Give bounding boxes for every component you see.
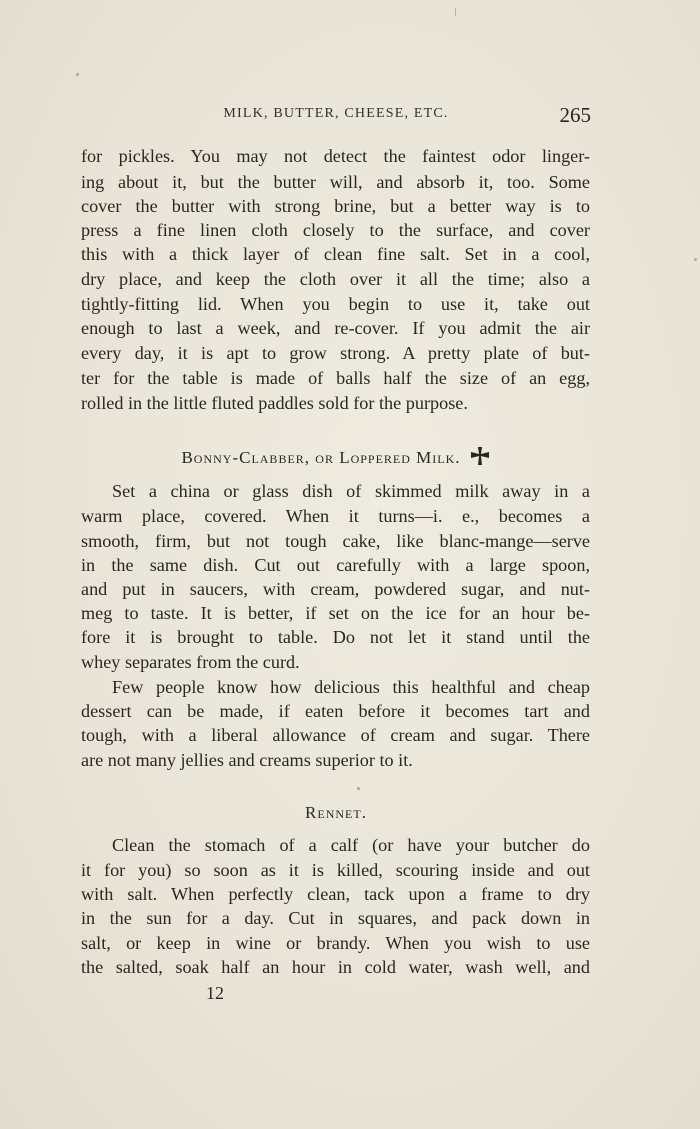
text-line: Clean the stomach of a calf (or have your butcher do [112, 835, 590, 855]
text-line: and put in saucers, with cream, powdered sugar, and nut- [81, 579, 590, 599]
text-line: this with a thick layer of clean fine salt. Set in a cool, [81, 244, 590, 264]
running-title: MILK, BUTTER, CHEESE, ETC. [223, 106, 449, 121]
paper-speck [455, 8, 456, 16]
text-line: ing about it, but the butter will, and absorb it, too. Some [81, 172, 590, 192]
text-line: salt, or keep in wine or brandy. When you wish to use [81, 933, 590, 953]
text-line: whey separates from the curd. [81, 652, 300, 672]
text-line: in the same dish. Cut out carefully with a large spoon, [81, 555, 590, 575]
section-heading-text: Rennet. [305, 803, 367, 822]
text-line: it for you) so soon as it is killed, scouring inside and out [81, 860, 590, 880]
text-line: tough, with a liberal allowance of cream and sugar. There [81, 725, 590, 745]
text-line: meg to taste. It is better, if set on the ice for an hour be- [81, 603, 590, 623]
running-head [81, 103, 591, 129]
text-line: are not many jellies and creams superior to it. [81, 750, 413, 770]
paper-speck [76, 73, 79, 76]
paper-speck [357, 787, 360, 790]
text-line: with salt. When perfectly clean, tack upon a frame to dry [81, 884, 590, 904]
text-line: Set a china or glass dish of skimmed milk away in a [112, 481, 590, 501]
text-line: smooth, firm, but not tough cake, like blanc-mange—serve [81, 531, 590, 551]
text-line: Few people know how delicious this healthful and cheap [112, 677, 590, 697]
text-line: the salted, soak half an hour in cold water, wash well, and [81, 957, 590, 977]
text-line: in the sun for a day. Cut in squares, and pack down in [81, 908, 590, 928]
section-heading [81, 801, 591, 825]
paper-speck [694, 258, 697, 261]
text-line: press a fine linen cloth closely to the surface, and cover [81, 220, 590, 240]
text-line: fore it is brought to table. Do not let it stand until the [81, 627, 590, 647]
text-line: every day, it is apt to grow strong. A pretty plate of but- [81, 343, 590, 363]
text-line: tightly-fitting lid. When you begin to use it, take out [81, 294, 590, 314]
section-heading [81, 446, 591, 470]
page-number: 265 [559, 103, 591, 127]
text-line: dry place, and keep the cloth over it all the time; also a [81, 269, 590, 289]
text-line: ter for the table is made of balls half the size of an egg, [81, 368, 590, 388]
signature-mark: 12 [206, 983, 224, 1003]
text-line: enough to last a week, and re-cover. If you admit the air [81, 318, 590, 338]
text-line: warm place, covered. When it turns—i. e., becomes a [81, 506, 590, 526]
text-line: rolled in the little fluted paddles sold for the purpose. [81, 393, 468, 413]
section-heading-text: Bonny-Clabber, or Loppered Milk. [181, 448, 461, 467]
text-line: for pickles. You may not detect the faintest odor linger- [81, 146, 590, 166]
cross-ornament-icon [469, 446, 491, 466]
text-line: cover the butter with strong brine, but a better way is to [81, 196, 590, 216]
text-line: dessert can be made, if eaten before it becomes tart and [81, 701, 590, 721]
